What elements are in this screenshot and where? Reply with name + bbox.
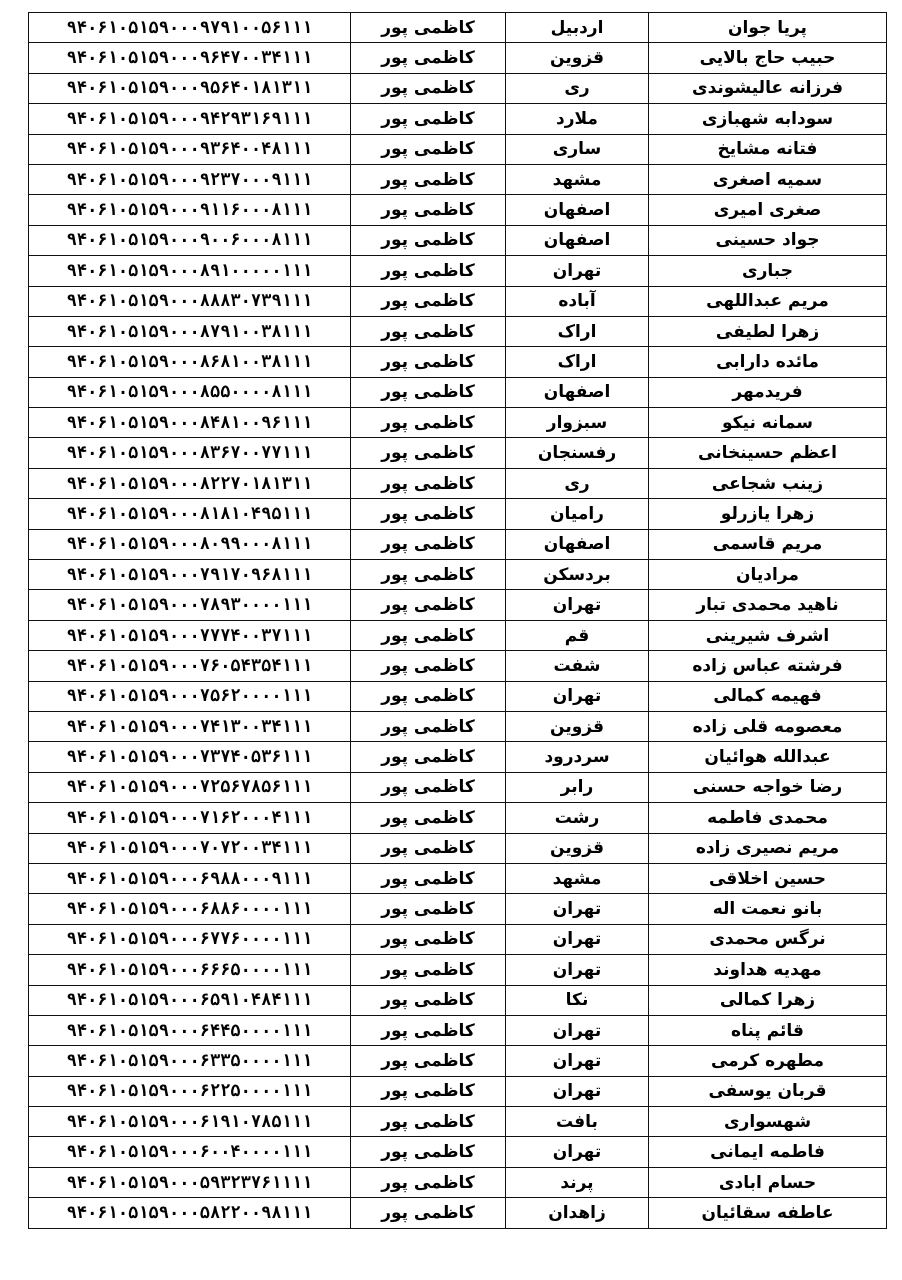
table-row (29, 1107, 887, 1137)
surname-cell: کاظمی پور (351, 651, 506, 681)
city-cell: نکا (506, 985, 649, 1015)
person-name-cell: فاطمه ایمانی (649, 1137, 887, 1167)
account-number-cell: ۹۴۰۶۱۰۵۱۵۹۰۰۰۹۰۰۶۰۰۰۸۱۱۱ (29, 225, 351, 255)
table-row (29, 438, 887, 468)
surname-cell: کاظمی پور (351, 833, 506, 863)
surname-cell: کاظمی پور (351, 1198, 506, 1228)
account-number-cell: ۹۴۰۶۱۰۵۱۵۹۰۰۰۸۳۶۷۰۰۷۷۱۱۱ (29, 438, 351, 468)
person-name-cell: مریم قاسمی (649, 529, 887, 559)
table-row (29, 408, 887, 438)
city-cell: تهران (506, 1137, 649, 1167)
person-name-cell: فتانه مشایخ (649, 134, 887, 164)
city-cell: مشهد (506, 164, 649, 194)
city-cell: تهران (506, 1015, 649, 1045)
person-name-cell: اشرف شیرینی (649, 620, 887, 650)
table-row (29, 1046, 887, 1076)
city-cell: رابر (506, 772, 649, 802)
table-row (29, 863, 887, 893)
table-row (29, 43, 887, 73)
table-row (29, 468, 887, 498)
surname-cell: کاظمی پور (351, 377, 506, 407)
table-row (29, 833, 887, 863)
person-name-cell: حسام ابادی (649, 1167, 887, 1197)
city-cell: اصفهان (506, 225, 649, 255)
account-number-cell: ۹۴۰۶۱۰۵۱۵۹۰۰۰۶۷۷۶۰۰۰۰۱۱۱ (29, 924, 351, 954)
account-number-cell: ۹۴۰۶۱۰۵۱۵۹۰۰۰۵۹۳۲۳۷۶۱۱۱۱ (29, 1167, 351, 1197)
account-number-cell: ۹۴۰۶۱۰۵۱۵۹۰۰۰۶۸۸۶۰۰۰۰۱۱۱ (29, 894, 351, 924)
surname-cell: کاظمی پور (351, 408, 506, 438)
person-name-cell: قائم پناه (649, 1015, 887, 1045)
city-cell: بافت (506, 1107, 649, 1137)
surname-cell: کاظمی پور (351, 924, 506, 954)
surname-cell: کاظمی پور (351, 104, 506, 134)
surname-cell: کاظمی پور (351, 43, 506, 73)
city-cell: اراک (506, 316, 649, 346)
city-cell: قم (506, 620, 649, 650)
person-name-cell: زهرا یازرلو (649, 499, 887, 529)
person-name-cell: سمانه نیکو (649, 408, 887, 438)
city-cell: تهران (506, 924, 649, 954)
person-name-cell: معصومه قلی زاده (649, 711, 887, 741)
surname-cell: کاظمی پور (351, 1015, 506, 1045)
surname-cell: کاظمی پور (351, 1137, 506, 1167)
surname-cell: کاظمی پور (351, 620, 506, 650)
surname-cell: کاظمی پور (351, 1076, 506, 1106)
account-number-cell: ۹۴۰۶۱۰۵۱۵۹۰۰۰۸۶۸۱۰۰۳۸۱۱۱ (29, 347, 351, 377)
person-name-cell: قربان یوسفی (649, 1076, 887, 1106)
account-number-cell: ۹۴۰۶۱۰۵۱۵۹۰۰۰۷۱۶۲۰۰۰۴۱۱۱ (29, 803, 351, 833)
surname-cell: کاظمی پور (351, 742, 506, 772)
table-row (29, 104, 887, 134)
account-number-cell: ۹۴۰۶۱۰۵۱۵۹۰۰۰۶۵۹۱۰۴۸۴۱۱۱ (29, 985, 351, 1015)
city-cell: شفت (506, 651, 649, 681)
person-name-cell: اعظم حسینخانی (649, 438, 887, 468)
table-row (29, 742, 887, 772)
city-cell: تهران (506, 590, 649, 620)
account-number-cell: ۹۴۰۶۱۰۵۱۵۹۰۰۰۹۶۴۷۰۰۳۴۱۱۱ (29, 43, 351, 73)
table-row (29, 620, 887, 650)
account-number-cell: ۹۴۰۶۱۰۵۱۵۹۰۰۰۸۸۸۳۰۷۳۹۱۱۱ (29, 286, 351, 316)
city-cell: بردسکن (506, 560, 649, 590)
records-sheet (28, 12, 876, 1229)
account-number-cell: ۹۴۰۶۱۰۵۱۵۹۰۰۰۸۲۲۷۰۱۸۱۳۱۱ (29, 468, 351, 498)
city-cell: سردرود (506, 742, 649, 772)
city-cell: پرند (506, 1167, 649, 1197)
person-name-cell: فهیمه کمالی (649, 681, 887, 711)
person-name-cell: مائده دارابی (649, 347, 887, 377)
table-row (29, 803, 887, 833)
city-cell: مشهد (506, 863, 649, 893)
city-cell: آباده (506, 286, 649, 316)
table-row (29, 529, 887, 559)
surname-cell: کاظمی پور (351, 134, 506, 164)
account-number-cell: ۹۴۰۶۱۰۵۱۵۹۰۰۰۹۳۶۴۰۰۴۸۱۱۱ (29, 134, 351, 164)
table-row (29, 681, 887, 711)
account-number-cell: ۹۴۰۶۱۰۵۱۵۹۰۰۰۷۲۵۶۷۸۵۶۱۱۱ (29, 772, 351, 802)
person-name-cell: مریم نصیری زاده (649, 833, 887, 863)
account-number-cell: ۹۴۰۶۱۰۵۱۵۹۰۰۰۹۴۲۹۳۱۶۹۱۱۱ (29, 104, 351, 134)
surname-cell: کاظمی پور (351, 195, 506, 225)
person-name-cell: عاطفه سقائیان (649, 1198, 887, 1228)
table-row (29, 1198, 887, 1228)
surname-cell: کاظمی پور (351, 1107, 506, 1137)
table-row (29, 894, 887, 924)
city-cell: اصفهان (506, 195, 649, 225)
surname-cell: کاظمی پور (351, 985, 506, 1015)
city-cell: قزوین (506, 833, 649, 863)
city-cell: تهران (506, 1046, 649, 1076)
account-number-cell: ۹۴۰۶۱۰۵۱۵۹۰۰۰۶۱۹۱۰۷۸۵۱۱۱ (29, 1107, 351, 1137)
account-number-cell: ۹۴۰۶۱۰۵۱۵۹۰۰۰۸۴۸۱۰۰۹۶۱۱۱ (29, 408, 351, 438)
surname-cell: کاظمی پور (351, 73, 506, 103)
city-cell: رشت (506, 803, 649, 833)
person-name-cell: پریا جوان (649, 13, 887, 43)
table-row (29, 499, 887, 529)
person-name-cell: مطهره کرمی (649, 1046, 887, 1076)
person-name-cell: زهرا کمالی (649, 985, 887, 1015)
table-row (29, 651, 887, 681)
person-name-cell: فرشته عباس زاده (649, 651, 887, 681)
person-name-cell: مریم عبداللهی (649, 286, 887, 316)
city-cell: تهران (506, 1076, 649, 1106)
table-row (29, 590, 887, 620)
person-name-cell: جواد حسینی (649, 225, 887, 255)
person-name-cell: عبدالله هوائیان (649, 742, 887, 772)
account-number-cell: ۹۴۰۶۱۰۵۱۵۹۰۰۰۹۷۹۱۰۰۵۶۱۱۱ (29, 13, 351, 43)
surname-cell: کاظمی پور (351, 590, 506, 620)
table-row (29, 1076, 887, 1106)
surname-cell: کاظمی پور (351, 468, 506, 498)
account-number-cell: ۹۴۰۶۱۰۵۱۵۹۰۰۰۸۱۸۱۰۴۹۵۱۱۱ (29, 499, 351, 529)
city-cell: ساری (506, 134, 649, 164)
city-cell: تهران (506, 256, 649, 286)
person-name-cell: جباری (649, 256, 887, 286)
city-cell: رامیان (506, 499, 649, 529)
surname-cell: کاظمی پور (351, 1167, 506, 1197)
city-cell: سبزوار (506, 408, 649, 438)
surname-cell: کاظمی پور (351, 13, 506, 43)
person-name-cell: سودابه شهبازی (649, 104, 887, 134)
city-cell: تهران (506, 955, 649, 985)
table-row (29, 134, 887, 164)
person-name-cell: حسین اخلاقی (649, 863, 887, 893)
person-name-cell: ناهید محمدی تبار (649, 590, 887, 620)
city-cell: ری (506, 73, 649, 103)
surname-cell: کاظمی پور (351, 681, 506, 711)
account-number-cell: ۹۴۰۶۱۰۵۱۵۹۰۰۰۵۸۲۲۰۰۹۸۱۱۱ (29, 1198, 351, 1228)
account-number-cell: ۹۴۰۶۱۰۵۱۵۹۰۰۰۷۵۶۲۰۰۰۰۱۱۱ (29, 681, 351, 711)
table-row (29, 164, 887, 194)
surname-cell: کاظمی پور (351, 955, 506, 985)
account-number-cell: ۹۴۰۶۱۰۵۱۵۹۰۰۰۹۲۳۷۰۰۰۹۱۱۱ (29, 164, 351, 194)
surname-cell: کاظمی پور (351, 316, 506, 346)
person-name-cell: فریدمهر (649, 377, 887, 407)
table-row (29, 1167, 887, 1197)
table-row (29, 985, 887, 1015)
table-row (29, 286, 887, 316)
table-row (29, 560, 887, 590)
surname-cell: کاظمی پور (351, 1046, 506, 1076)
person-name-cell: صغری امیری (649, 195, 887, 225)
records-table (28, 12, 887, 1229)
surname-cell: کاظمی پور (351, 347, 506, 377)
city-cell: اصفهان (506, 529, 649, 559)
account-number-cell: ۹۴۰۶۱۰۵۱۵۹۰۰۰۷۳۷۴۰۵۳۶۱۱۱ (29, 742, 351, 772)
account-number-cell: ۹۴۰۶۱۰۵۱۵۹۰۰۰۶۴۴۵۰۰۰۰۱۱۱ (29, 1015, 351, 1045)
table-row (29, 711, 887, 741)
records-table-body (29, 13, 887, 1229)
person-name-cell: فرزانه عالیشوندی (649, 73, 887, 103)
person-name-cell: زهرا لطیفی (649, 316, 887, 346)
surname-cell: کاظمی پور (351, 529, 506, 559)
table-row (29, 316, 887, 346)
table-row (29, 377, 887, 407)
table-row (29, 1137, 887, 1167)
surname-cell: کاظمی پور (351, 225, 506, 255)
table-row (29, 256, 887, 286)
surname-cell: کاظمی پور (351, 772, 506, 802)
table-row (29, 772, 887, 802)
surname-cell: کاظمی پور (351, 164, 506, 194)
person-name-cell: مرادیان (649, 560, 887, 590)
account-number-cell: ۹۴۰۶۱۰۵۱۵۹۰۰۰۷۷۷۴۰۰۳۷۱۱۱ (29, 620, 351, 650)
account-number-cell: ۹۴۰۶۱۰۵۱۵۹۰۰۰۶۶۶۵۰۰۰۰۱۱۱ (29, 955, 351, 985)
surname-cell: کاظمی پور (351, 711, 506, 741)
surname-cell: کاظمی پور (351, 256, 506, 286)
account-number-cell: ۹۴۰۶۱۰۵۱۵۹۰۰۰۶۹۸۸۰۰۰۹۱۱۱ (29, 863, 351, 893)
account-number-cell: ۹۴۰۶۱۰۵۱۵۹۰۰۰۶۰۰۴۰۰۰۰۱۱۱ (29, 1137, 351, 1167)
city-cell: تهران (506, 894, 649, 924)
person-name-cell: بانو نعمت اله (649, 894, 887, 924)
person-name-cell: حبیب حاج بالایی (649, 43, 887, 73)
table-row (29, 225, 887, 255)
city-cell: اردبیل (506, 13, 649, 43)
table-row (29, 924, 887, 954)
city-cell: تهران (506, 681, 649, 711)
table-row (29, 1015, 887, 1045)
person-name-cell: زینب شجاعی (649, 468, 887, 498)
surname-cell: کاظمی پور (351, 286, 506, 316)
city-cell: اصفهان (506, 377, 649, 407)
surname-cell: کاظمی پور (351, 803, 506, 833)
account-number-cell: ۹۴۰۶۱۰۵۱۵۹۰۰۰۸۷۹۱۰۰۳۸۱۱۱ (29, 316, 351, 346)
person-name-cell: نرگس محمدی (649, 924, 887, 954)
city-cell: قزوین (506, 43, 649, 73)
account-number-cell: ۹۴۰۶۱۰۵۱۵۹۰۰۰۶۳۳۵۰۰۰۰۱۱۱ (29, 1046, 351, 1076)
person-name-cell: محمدی فاطمه (649, 803, 887, 833)
table-row (29, 13, 887, 43)
surname-cell: کاظمی پور (351, 560, 506, 590)
account-number-cell: ۹۴۰۶۱۰۵۱۵۹۰۰۰۷۹۱۷۰۹۶۸۱۱۱ (29, 560, 351, 590)
person-name-cell: رضا خواجه حسنی (649, 772, 887, 802)
account-number-cell: ۹۴۰۶۱۰۵۱۵۹۰۰۰۹۵۶۴۰۱۸۱۳۱۱ (29, 73, 351, 103)
surname-cell: کاظمی پور (351, 863, 506, 893)
person-name-cell: مهدیه هداوند (649, 955, 887, 985)
city-cell: زاهدان (506, 1198, 649, 1228)
surname-cell: کاظمی پور (351, 438, 506, 468)
table-row (29, 73, 887, 103)
city-cell: قزوین (506, 711, 649, 741)
account-number-cell: ۹۴۰۶۱۰۵۱۵۹۰۰۰۷۰۷۲۰۰۳۴۱۱۱ (29, 833, 351, 863)
city-cell: ری (506, 468, 649, 498)
account-number-cell: ۹۴۰۶۱۰۵۱۵۹۰۰۰۸۹۱۰۰۰۰۰۱۱۱ (29, 256, 351, 286)
person-name-cell: شهسواری (649, 1107, 887, 1137)
account-number-cell: ۹۴۰۶۱۰۵۱۵۹۰۰۰۹۱۱۶۰۰۰۸۱۱۱ (29, 195, 351, 225)
account-number-cell: ۹۴۰۶۱۰۵۱۵۹۰۰۰۷۴۱۳۰۰۳۴۱۱۱ (29, 711, 351, 741)
account-number-cell: ۹۴۰۶۱۰۵۱۵۹۰۰۰۷۸۹۳۰۰۰۰۱۱۱ (29, 590, 351, 620)
table-row (29, 955, 887, 985)
account-number-cell: ۹۴۰۶۱۰۵۱۵۹۰۰۰۸۵۵۰۰۰۰۸۱۱۱ (29, 377, 351, 407)
city-cell: ملارد (506, 104, 649, 134)
city-cell: رفسنجان (506, 438, 649, 468)
city-cell: اراک (506, 347, 649, 377)
account-number-cell: ۹۴۰۶۱۰۵۱۵۹۰۰۰۷۶۰۵۴۳۵۴۱۱۱ (29, 651, 351, 681)
account-number-cell: ۹۴۰۶۱۰۵۱۵۹۰۰۰۸۰۹۹۰۰۰۸۱۱۱ (29, 529, 351, 559)
account-number-cell: ۹۴۰۶۱۰۵۱۵۹۰۰۰۶۲۲۵۰۰۰۰۱۱۱ (29, 1076, 351, 1106)
person-name-cell: سمیه اصغری (649, 164, 887, 194)
table-row (29, 347, 887, 377)
surname-cell: کاظمی پور (351, 894, 506, 924)
table-row (29, 195, 887, 225)
surname-cell: کاظمی پور (351, 499, 506, 529)
